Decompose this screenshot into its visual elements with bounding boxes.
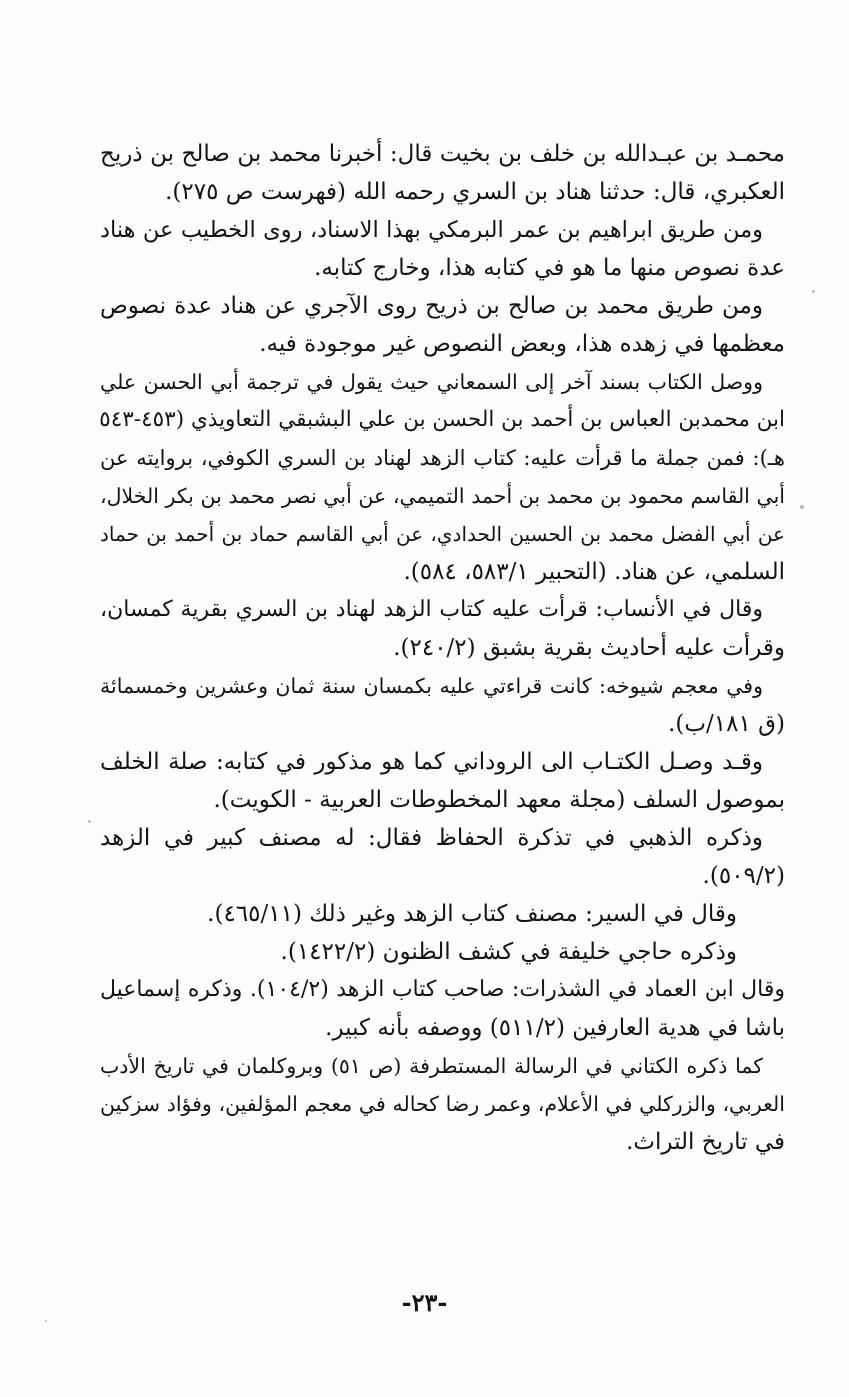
- scan-speck: [45, 1320, 47, 1322]
- text-line: محمـد بن عبـدالله بن خلف بن بخيت قال: أخبرنا محمد بن صالح بن ذريح: [100, 141, 785, 167]
- text-line: بموصول السلف (مجلة معهد المخطوطات العربية - الكويت).: [213, 787, 785, 813]
- text-line: عدة نصوص منها ما هو في كتابه هذا، وخارج كتابه.: [314, 255, 785, 281]
- text-line: ومن طريق ابراهيم بن عمر البرمكي بهذا الاسناد، روى الخطيب عن هناد: [100, 217, 763, 243]
- text-line: أبي القاسم محمود بن محمد بن أحمد التميمي، عن أبي نصر محمد بن بكر الخلال،: [100, 484, 785, 508]
- text-line: وقال ابن العماد في الشذرات: صاحب كتاب الزهد (١٠٤/٢). وذكره إسماعيل: [100, 977, 785, 1002]
- text-line: وذكره الذهبي في تذكرة الحفاظ فقال: له مصنف كبير في الزهد: [100, 825, 763, 851]
- text-line: هـ): فمن جملة ما قرأت عليه: كتاب الزهد لهناد بن السري الكوفي، بروايته عن: [100, 446, 785, 470]
- text-line: وقرأت عليه أحاديث بقرية بشبق (٢٤٠/٢).: [393, 635, 785, 661]
- scan-speck: [88, 820, 91, 823]
- scan-speck: [800, 505, 804, 509]
- text-line: وقـد وصـل الكتـاب الى الروداني كما هو مذكور في كتابه: صلة الخلف: [100, 749, 763, 775]
- text-line: كما ذكره الكتاني في الرسالة المستطرفة (ص ٥١) وبروكلمان في تاريخ الأدب: [100, 1054, 763, 1078]
- text-line: العربي، والزركلي في الأعلام، وعمر رضا كحاله في معجم المؤلفين، وفؤاد سزكين: [100, 1092, 785, 1116]
- text-line: ابن محمدبن العباس بن أحمد بن الحسن بن علي البشبقي التعاويذي (٤٥٣-٥٤٣: [99, 407, 785, 432]
- text-line: وقال في الأنساب: قرأت عليه كتاب الزهد لهناد بن السري بقرية كمسان،: [100, 597, 763, 622]
- text-line: (ق ١٨١/ب).: [668, 711, 785, 737]
- text-line: باشا في هدية العارفين (٥١١/٢) ووصفه بأنه كبير.: [325, 1015, 785, 1041]
- text-line: ووصل الكتاب بسند آخر إلى السمعاني حيث يقول في ترجمة أبي الحسن علي: [100, 370, 763, 394]
- text-line: وذكره حاجي خليفة في كشف الظنون (١٤٢٢/٢).: [280, 939, 737, 965]
- text-line: في تاريخ التراث.: [626, 1129, 785, 1155]
- text-line: العكبري، قال: حدثنا هناد بن السري رحمه الله (فهرست ص ٢٧٥).: [165, 179, 785, 205]
- page-body: [100, 135, 785, 1161]
- text-line: وقال في السير: مصنف كتاب الزهد وغير ذلك (٤٦٥/١١).: [207, 901, 737, 927]
- text-line: (٥٠٩/٢).: [702, 863, 785, 889]
- text-line: السلمي، عن هناد. (التحبير ٥٨٣/١، ٥٨٤).: [403, 559, 785, 585]
- text-line: معظمها في زهده هذا، وبعض النصوص غير موجودة فيه.: [259, 331, 785, 357]
- text-line: عن أبي الفضل محمد بن الحسين الحدادي، عن أبي القاسم حماد بن أحمد بن حماد: [100, 522, 785, 546]
- text-line: ومن طريق محمد بن صالح بن ذريح روى الآجري عن هناد عدة نصوص: [100, 293, 763, 319]
- scan-speck: [812, 290, 815, 293]
- page-number: -٢٣-: [401, 1288, 448, 1317]
- text-line: وفي معجم شيوخه: كانت قراءتي عليه بكمسان سنة ثمان وعشرين وخمسمائة: [100, 674, 763, 698]
